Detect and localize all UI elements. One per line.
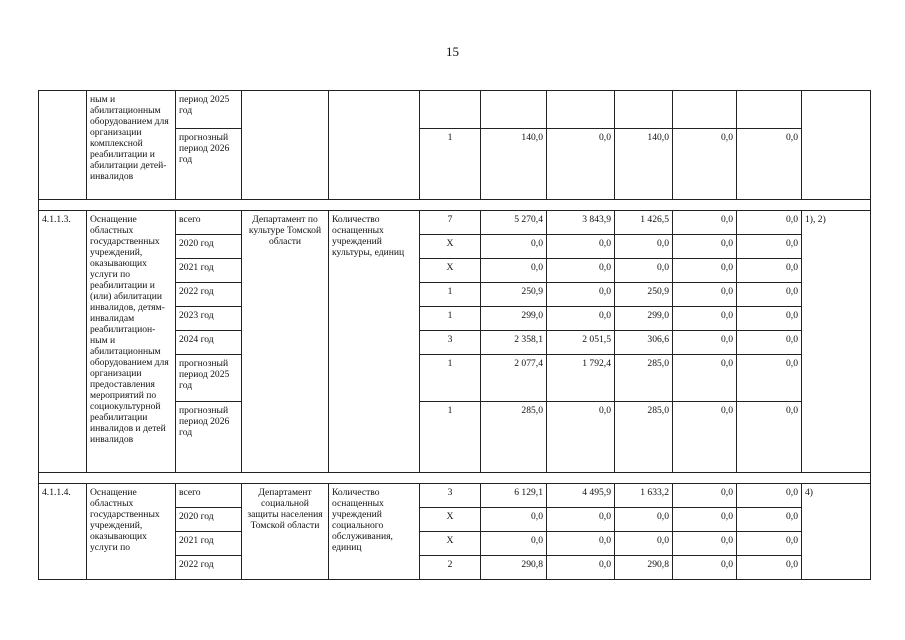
- other-cell: 0,0: [737, 355, 802, 402]
- other-cell: 0,0: [737, 331, 802, 355]
- note-cell: 4): [802, 484, 871, 580]
- local-cell: 0,0: [673, 532, 737, 556]
- regional-cell: 0,0: [615, 259, 673, 283]
- regional-cell: 285,0: [615, 402, 673, 473]
- federal-cell: 4 495,9: [547, 484, 615, 508]
- other-cell: 0,0: [737, 532, 802, 556]
- other-cell: 0,0: [737, 129, 802, 200]
- qty-cell: Х: [420, 508, 481, 532]
- federal-cell: 0,0: [547, 283, 615, 307]
- other-cell: 0,0: [737, 402, 802, 473]
- regional-cell: 0,0: [615, 508, 673, 532]
- period-cell: 2020 год: [176, 508, 242, 532]
- regional-cell: 0,0: [615, 235, 673, 259]
- qty-cell: 1: [420, 355, 481, 402]
- code-cell: 4.1.1.4.: [39, 484, 87, 580]
- local-cell: 0,0: [673, 283, 737, 307]
- code-cell: [39, 91, 87, 200]
- regional-cell: 1 426,5: [615, 211, 673, 235]
- regional-cell: 140,0: [615, 129, 673, 200]
- qty-cell: 3: [420, 331, 481, 355]
- code-cell: 4.1.1.3.: [39, 211, 87, 473]
- total-cell: 0,0: [481, 259, 547, 283]
- local-cell: 0,0: [673, 129, 737, 200]
- federal-cell: 0,0: [547, 235, 615, 259]
- other-cell: 0,0: [737, 508, 802, 532]
- federal-cell: 0,0: [547, 307, 615, 331]
- regional-cell: 1 633,2: [615, 484, 673, 508]
- regional-cell: 285,0: [615, 355, 673, 402]
- page-number: 15: [446, 44, 459, 59]
- federal-cell: [547, 91, 615, 129]
- total-cell: 140,0: [481, 129, 547, 200]
- executor-cell: Департамент социальной защиты населения Томской области: [242, 484, 329, 580]
- federal-cell: 1 792,4: [547, 355, 615, 402]
- period-cell: 2024 год: [176, 331, 242, 355]
- event-name-cell: Оснащение областных государственных учреждений, оказывающих услуги по реабилитации и (или) абилитации инвалидов, детям-инвалидам реабилитацион-ным и абилитационным оборудованием для организации предоставления мероприятий по социокультурной реабилитации инвалидов и детей инвалидов: [87, 211, 176, 473]
- period-cell: 2022 год: [176, 556, 242, 580]
- regional-cell: 306,6: [615, 331, 673, 355]
- other-cell: 0,0: [737, 484, 802, 508]
- other-cell: 0,0: [737, 307, 802, 331]
- total-cell: 250,9: [481, 283, 547, 307]
- qty-cell: [420, 91, 481, 129]
- period-cell: 2023 год: [176, 307, 242, 331]
- indicator-cell: Количество оснащенных учреждений культуры, единиц: [329, 211, 420, 473]
- period-cell: прогнозный период 2026 год: [176, 402, 242, 473]
- qty-cell: 1: [420, 129, 481, 200]
- qty-cell: 1: [420, 283, 481, 307]
- total-cell: [481, 91, 547, 129]
- event-name-cell: ным и абилитационным оборудованием для организации комплексной реабилитации и абилитации детей-инвалидов: [87, 91, 176, 200]
- local-cell: 0,0: [673, 556, 737, 580]
- total-cell: 0,0: [481, 235, 547, 259]
- federal-cell: 2 051,5: [547, 331, 615, 355]
- other-cell: 0,0: [737, 211, 802, 235]
- qty-cell: Х: [420, 532, 481, 556]
- total-cell: 0,0: [481, 508, 547, 532]
- other-cell: 0,0: [737, 259, 802, 283]
- qty-cell: Х: [420, 235, 481, 259]
- other-cell: 0,0: [737, 283, 802, 307]
- total-cell: 290,8: [481, 556, 547, 580]
- local-cell: 0,0: [673, 235, 737, 259]
- local-cell: 0,0: [673, 355, 737, 402]
- total-cell: 2 358,1: [481, 331, 547, 355]
- period-cell: период 2025 год: [176, 91, 242, 129]
- total-cell: 0,0: [481, 532, 547, 556]
- federal-cell: 0,0: [547, 532, 615, 556]
- period-cell: прогнозный период 2025 год: [176, 355, 242, 402]
- regional-cell: 299,0: [615, 307, 673, 331]
- federal-cell: 3 843,9: [547, 211, 615, 235]
- local-cell: 0,0: [673, 402, 737, 473]
- regional-cell: 0,0: [615, 532, 673, 556]
- period-cell: всего: [176, 211, 242, 235]
- executor-cell: [242, 91, 329, 200]
- indicator-cell: Количество оснащенных учреждений социального обслуживания, единиц: [329, 484, 420, 580]
- note-cell: 1), 2): [802, 211, 871, 473]
- federal-cell: 0,0: [547, 556, 615, 580]
- period-cell: 2022 год: [176, 283, 242, 307]
- total-cell: 5 270,4: [481, 211, 547, 235]
- other-cell: [737, 91, 802, 129]
- qty-cell: 7: [420, 211, 481, 235]
- total-cell: 2 077,4: [481, 355, 547, 402]
- local-cell: 0,0: [673, 259, 737, 283]
- executor-cell: Департамент по культуре Томской области: [242, 211, 329, 473]
- regional-cell: [615, 91, 673, 129]
- federal-cell: 0,0: [547, 259, 615, 283]
- local-cell: 0,0: [673, 211, 737, 235]
- local-cell: [673, 91, 737, 129]
- period-cell: 2021 год: [176, 532, 242, 556]
- local-cell: 0,0: [673, 484, 737, 508]
- local-cell: 0,0: [673, 307, 737, 331]
- total-cell: 285,0: [481, 402, 547, 473]
- other-cell: 0,0: [737, 556, 802, 580]
- period-cell: всего: [176, 484, 242, 508]
- regional-cell: 290,8: [615, 556, 673, 580]
- local-cell: 0,0: [673, 508, 737, 532]
- program-table: [38, 90, 871, 580]
- regional-cell: 250,9: [615, 283, 673, 307]
- qty-cell: 3: [420, 484, 481, 508]
- other-cell: 0,0: [737, 235, 802, 259]
- total-cell: 6 129,1: [481, 484, 547, 508]
- qty-cell: Х: [420, 259, 481, 283]
- federal-cell: 0,0: [547, 129, 615, 200]
- qty-cell: 1: [420, 307, 481, 331]
- federal-cell: 0,0: [547, 402, 615, 473]
- local-cell: 0,0: [673, 331, 737, 355]
- indicator-cell: [329, 91, 420, 200]
- qty-cell: 2: [420, 556, 481, 580]
- qty-cell: 1: [420, 402, 481, 473]
- federal-cell: 0,0: [547, 508, 615, 532]
- note-cell: [802, 91, 871, 200]
- period-cell: 2020 год: [176, 235, 242, 259]
- period-cell: прогнозный период 2026 год: [176, 129, 242, 200]
- event-name-cell: Оснащение областных государственных учреждений, оказывающих услуги по: [87, 484, 176, 580]
- period-cell: 2021 год: [176, 259, 242, 283]
- total-cell: 299,0: [481, 307, 547, 331]
